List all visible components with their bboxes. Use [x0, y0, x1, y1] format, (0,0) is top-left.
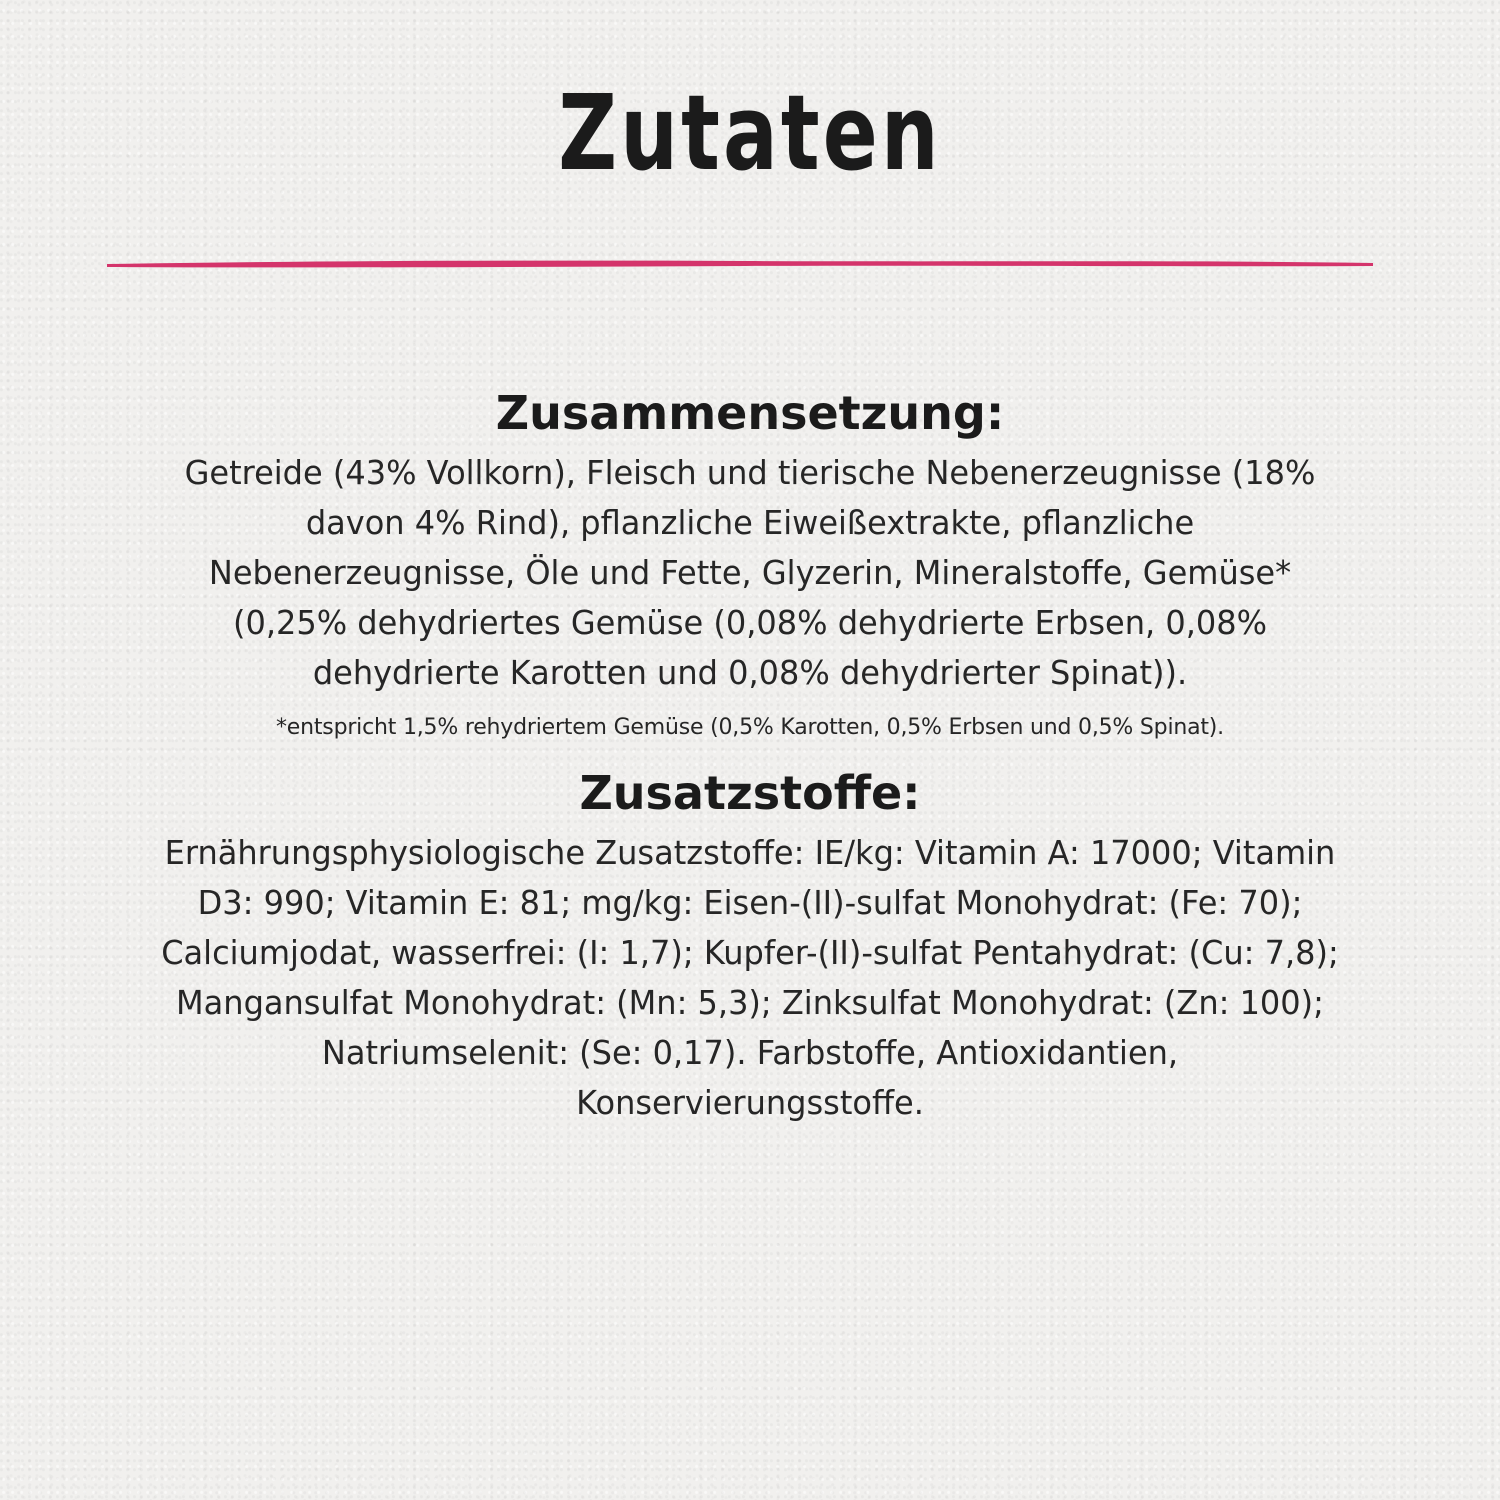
pink-divider-line — [105, 252, 1375, 274]
ingredients-content — [130, 378, 1370, 1128]
composition-text: Getreide (43% Vollkorn), Fleisch und tierische Nebenerzeugnisse (18% davon 4% Rind), pflanzliche Eiweißextrakte, pflanzliche Nebenerzeugnisse, Öle und Fette, Glyzerin, Mineralstoffe, Gemüse* (0,25% dehydriertes Gemüse (0,08% dehydrierte Erbsen, 0,08% dehydrierte Karotten und 0,08% dehydrierter Spinat)). — [184, 453, 1316, 692]
page-title: Zutaten — [558, 72, 942, 194]
composition-footnote: *entspricht 1,5% rehydriertem Gemüse (0,5% Karotten, 0,5% Erbsen und 0,5% Spinat). — [276, 715, 1224, 740]
additives-heading: Zusatzstoffe: — [579, 766, 921, 820]
composition-heading: Zusammensetzung: — [495, 386, 1005, 440]
additives-text: Ernährungsphysiologische Zusatzstoffe: IE/kg: Vitamin A: 17000; Vitamin D3: 990; Vitamin E: 81; mg/kg: Eisen-(II)-sulfat Monohydrat: (Fe: 70); Calciumjodat, wasserfrei: (I: 1,7); Kupfer-(II)-sulfat Pentahydrat: (Cu: 7,8); Mangansulfat Monohydrat: (Mn: 5,3); Zinksulfat Monohydrat: (Zn: 100); Natriumselenit: (Se: 0,17). Farbstoffe, Antioxidantien, Konservierungsstoffe. — [161, 833, 1339, 1122]
